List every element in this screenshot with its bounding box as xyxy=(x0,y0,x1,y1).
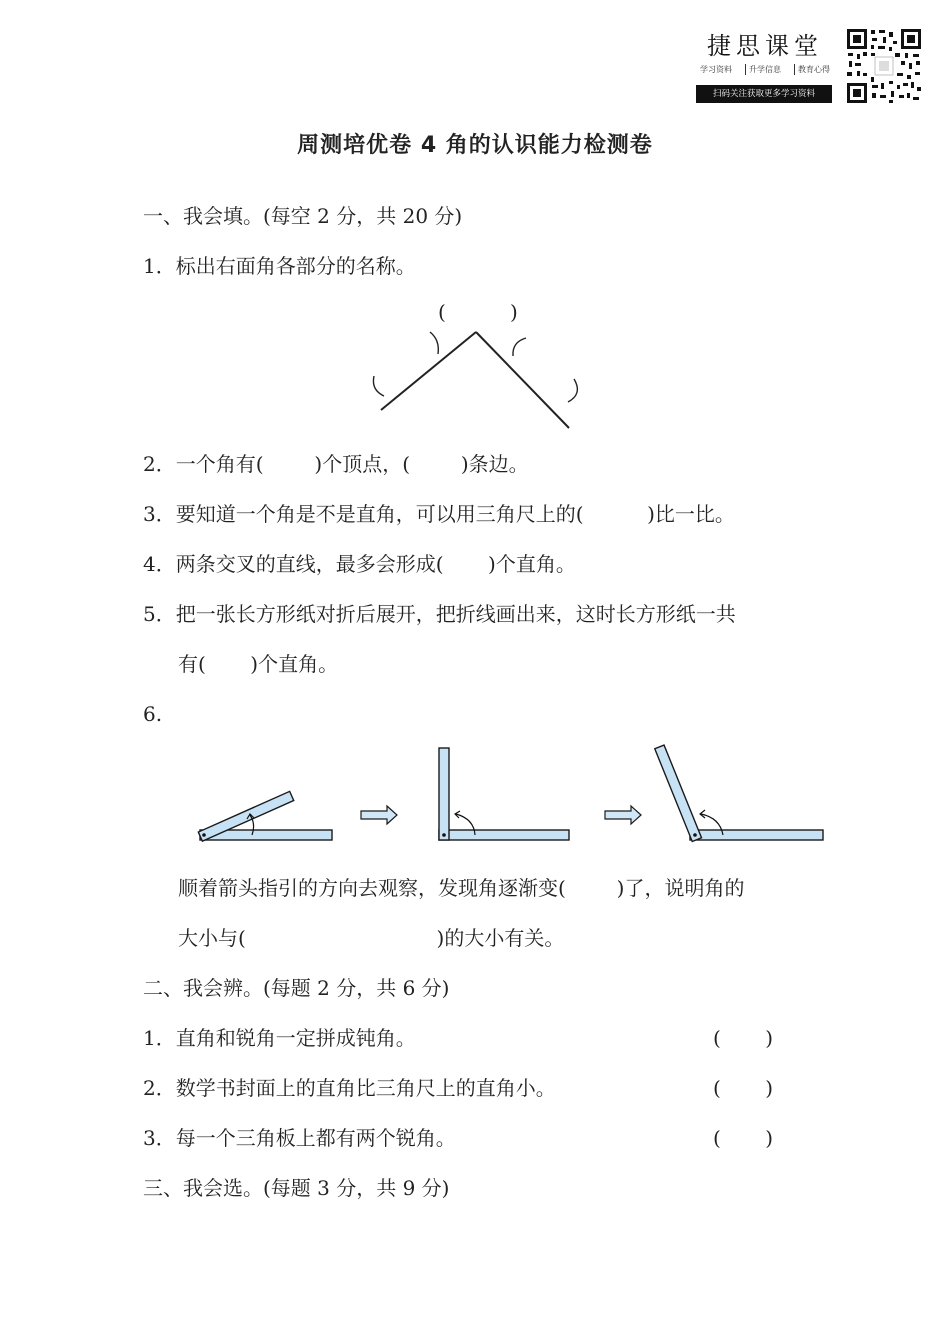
ruler-obtuse-angle xyxy=(655,745,823,841)
section1-heading: 一、我会填。(每空 2 分，共 20 分) xyxy=(143,204,463,228)
question-1-5-line2: 有( )个直角。 xyxy=(178,652,339,676)
question-1-5-line1: 5．把一张长方形纸对折后展开，把折线画出来，这时长方形纸一共 xyxy=(143,602,736,626)
question-1-3: 3．要知道一个角是不是直角，可以用三角尺上的( )比一比。 xyxy=(143,502,735,526)
judge-answer-3[interactable]: ( ) xyxy=(713,1126,774,1150)
question-1-6-line2: 大小与( )的大小有关。 xyxy=(178,926,565,950)
angle-vertex-paren-close: ) xyxy=(510,300,518,324)
judge-item-2: 2．数学书封面上的直角比三角尺上的直角小。 xyxy=(143,1076,556,1100)
angle-diagram xyxy=(360,294,590,434)
section3-heading: 三、我会选。(每题 3 分，共 9 分) xyxy=(143,1176,450,1200)
ruler-angle-figure xyxy=(190,740,835,850)
brand-tags xyxy=(697,64,833,75)
question-1-2: 2．一个角有( )个顶点，( )条边。 xyxy=(143,452,529,476)
angle-vertex-paren-open: ( xyxy=(438,300,446,324)
brand-tag-education: 教育心得 xyxy=(794,64,833,75)
section2-heading: 二、我会辨。(每题 2 分，共 6 分) xyxy=(143,976,450,1000)
brand-slogan: 扫码关注获取更多学习资料 xyxy=(696,85,832,103)
question-1-6-number: 6. xyxy=(143,702,163,726)
judge-item-1: 1．直角和锐角一定拼成钝角。 xyxy=(143,1026,416,1050)
brand-name: 捷思课堂 xyxy=(707,32,823,60)
judge-answer-1[interactable]: ( ) xyxy=(713,1026,774,1050)
question-1-4: 4．两条交叉的直线，最多会形成( )个直角。 xyxy=(143,552,576,576)
judge-item-3: 3．每一个三角板上都有两个锐角。 xyxy=(143,1126,456,1150)
arrow-right-icon xyxy=(605,806,641,824)
arrow-right-icon xyxy=(361,806,397,824)
judge-answer-2[interactable]: ( ) xyxy=(713,1076,774,1100)
brand-tag-study: 学习资料 xyxy=(700,65,732,74)
question-1-1: 1．标出右面角各部分的名称。 xyxy=(143,254,416,278)
qr-code-icon xyxy=(845,27,923,105)
brand-tag-admission: 升学信息 xyxy=(745,64,784,75)
page-title: 周测培优卷 4 角的认识能力检测卷 xyxy=(297,133,653,158)
ruler-right-angle xyxy=(439,748,569,840)
question-1-6-line1: 顺着箭头指引的方向去观察，发现角逐渐变( )了，说明角的 xyxy=(178,876,745,900)
ruler-small-angle xyxy=(198,791,332,841)
